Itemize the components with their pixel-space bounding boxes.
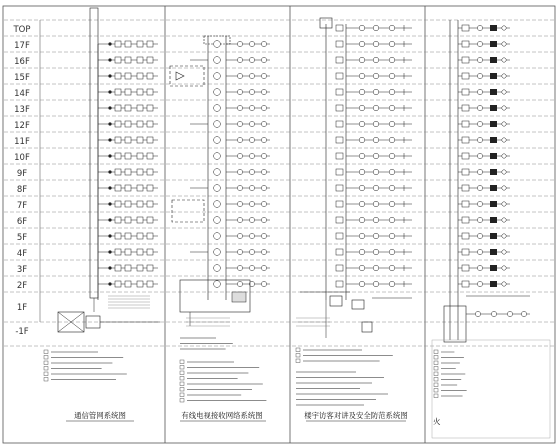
legend-block — [296, 372, 388, 405]
catv-floor-splitter — [190, 121, 270, 128]
telecom-floor-outlets — [98, 73, 158, 79]
fire-control-panel — [444, 306, 466, 342]
fire-floor-devices — [458, 25, 510, 31]
legend-block — [434, 350, 467, 398]
telecom-floor-outlets — [98, 281, 158, 287]
fire-floor-devices — [458, 41, 510, 47]
catv-floor-splitter — [214, 169, 270, 176]
intercom-floor-units — [336, 121, 412, 127]
sheet-border — [3, 6, 555, 443]
telecom-floor-outlets — [98, 121, 158, 127]
telecom-floor-outlets — [98, 169, 158, 175]
floor-label-9f: 9F — [16, 169, 28, 179]
floor-labels — [12, 25, 30, 337]
intercom-floor-units — [336, 201, 412, 207]
catv-amplifier-group — [172, 200, 204, 222]
panel-title-intercom-security: 楼宇访客对讲及安全防范系统图 — [304, 411, 408, 420]
catv-floor-splitter — [190, 185, 270, 192]
intercom-floor-units — [336, 233, 412, 239]
floor-label-6f: 6F — [16, 217, 28, 227]
telecom-floor-outlets — [98, 153, 158, 159]
panel-titles — [66, 411, 441, 426]
telecom-floor-outlets — [98, 57, 158, 63]
floor-label-16f: 16F — [14, 57, 30, 67]
fire-floor-devices — [458, 105, 510, 111]
intercom-schematic — [296, 18, 412, 338]
catv-schematic — [170, 36, 270, 326]
telecom-floor-outlets — [98, 185, 158, 191]
intercom-floor-units — [336, 73, 412, 79]
intercom-floor-units — [336, 185, 412, 191]
fire-floor-devices — [458, 185, 510, 191]
panel-title-telecom: 通信管网系统图 — [74, 411, 126, 420]
floor-label-4f: 4F — [16, 249, 28, 259]
legend-block — [180, 360, 266, 402]
floor-label-3f: 3F — [16, 265, 28, 275]
fire-floor-devices — [458, 153, 510, 159]
telecom-floor-outlets — [98, 105, 158, 111]
telecom-floor-outlets — [98, 201, 158, 207]
intercom-floor-units — [336, 281, 412, 287]
intercom-floor-units — [336, 217, 412, 223]
floor-label-8f: 8F — [16, 185, 28, 195]
intercom-floor-units — [336, 153, 412, 159]
floor-label-1f: 1F — [16, 303, 28, 313]
floor-label--1f: -1F — [15, 327, 29, 337]
intercom-floor-units — [336, 105, 412, 111]
intercom-floor-units — [336, 89, 412, 95]
telecom-floor-outlets — [98, 233, 158, 239]
fire-alarm-schematic — [444, 20, 530, 342]
floor-separator-lines — [4, 20, 554, 346]
fire-floor-devices — [458, 121, 510, 127]
catv-floor-splitter — [214, 281, 270, 288]
telecom-floor-outlets — [98, 265, 158, 271]
intercom-floor-units — [336, 25, 412, 31]
catv-floor-splitter — [214, 265, 270, 272]
floor-label-14f: 14F — [14, 89, 30, 99]
catv-floor-splitter — [214, 217, 270, 224]
catv-floor-splitter — [190, 57, 270, 64]
telecom-floor-outlets — [98, 137, 158, 143]
intercom-door-station — [330, 296, 342, 306]
catv-floor-splitter — [214, 153, 270, 160]
telecom-floor-outlets — [98, 89, 158, 95]
floor-label-10f: 10F — [14, 153, 30, 163]
fire-floor-devices — [458, 217, 510, 223]
intercom-floor-units — [336, 41, 412, 47]
floor-label-13f: 13F — [14, 105, 30, 115]
fire-floor-devices — [458, 137, 510, 143]
floor-label-15f: 15F — [14, 73, 30, 83]
floor-label-7f: 7F — [16, 201, 28, 211]
catv-floor-splitter — [214, 201, 270, 208]
floor-label-17f: 17F — [14, 41, 30, 51]
fire-floor-devices — [458, 89, 510, 95]
fire-floor-devices — [458, 57, 510, 63]
intercom-floor-units — [336, 57, 412, 63]
intercom-floor-units — [336, 265, 412, 271]
telecom-schematic — [58, 8, 160, 332]
floor-label-2f: 2F — [16, 281, 28, 291]
intercom-floor-units — [336, 249, 412, 255]
catv-floor-splitter — [190, 249, 270, 256]
legend-block — [180, 338, 233, 349]
catv-floor-splitter — [214, 233, 270, 240]
telecom-floor-outlets — [98, 217, 158, 223]
intercom-floor-units — [336, 169, 412, 175]
catv-floor-splitter — [214, 105, 270, 112]
legend-box — [432, 340, 550, 438]
fire-floor-devices — [458, 265, 510, 271]
fire-floor-devices — [458, 73, 510, 79]
catv-floor-splitter — [214, 73, 270, 80]
catv-floor-splitter — [214, 89, 270, 96]
panel-title-fire-alarm: 火 — [433, 417, 441, 426]
floor-label-11f: 11F — [14, 137, 30, 147]
legend-block — [44, 350, 127, 381]
floor-label-12f: 12F — [14, 121, 30, 131]
legend-block — [296, 348, 393, 363]
intercom-floor-units — [336, 137, 412, 143]
panel-title-catv: 有线电视接收网络系统图 — [181, 411, 263, 420]
floor-label-top: TOP — [13, 25, 31, 35]
telecom-floor-outlets — [98, 249, 158, 255]
catv-floor-splitter — [214, 41, 270, 48]
fire-floor-devices — [458, 201, 510, 207]
floor-label-5f: 5F — [16, 233, 28, 243]
catv-amplifier-group — [170, 66, 204, 86]
catv-floor-splitter — [214, 137, 270, 144]
fire-floor-devices — [458, 169, 510, 175]
fire-floor-devices — [458, 249, 510, 255]
fire-floor-devices — [458, 233, 510, 239]
telecom-floor-outlets — [98, 41, 158, 47]
intercom-control-box — [352, 300, 364, 309]
legend-notes — [44, 338, 550, 438]
fire-floor-devices — [458, 281, 510, 287]
telecom-riser-shaft — [90, 8, 98, 298]
security-host — [362, 322, 372, 332]
